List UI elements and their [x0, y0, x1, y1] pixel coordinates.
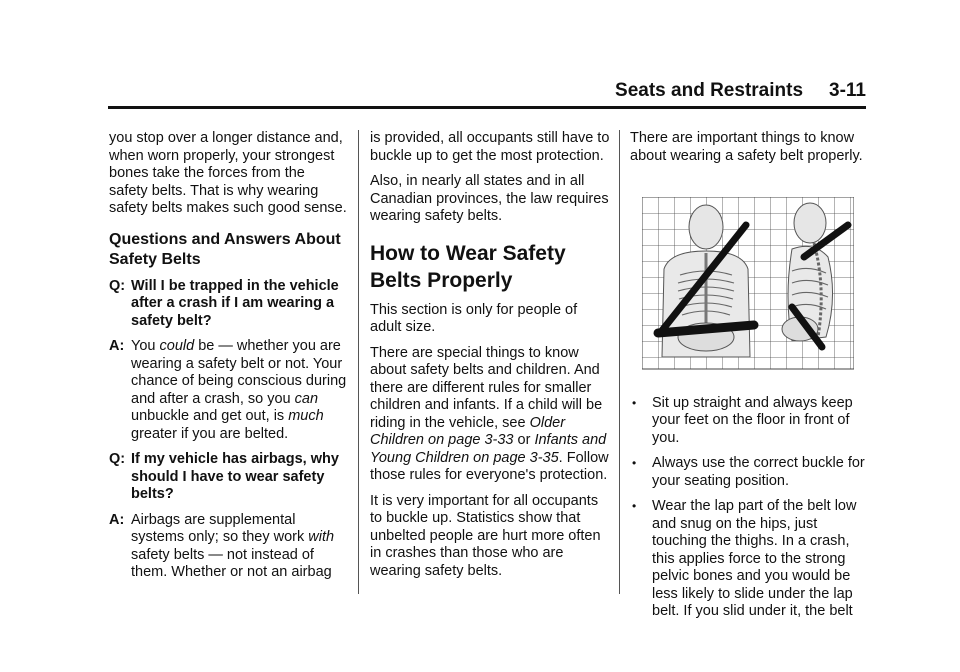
answer-text: be — whether you are wearing a safety belt or not. Your chance of being conscious during and after a crash, so you: [131, 338, 347, 407]
answer-text: Airbags are supplemental systems only; so they work: [131, 511, 309, 545]
paragraph: Also, in nearly all states and in all Canadian provinces, the law requires wearing safety belts.: [370, 173, 609, 224]
cross-reference-link[interactable]: Older Children on page 3-33: [370, 414, 566, 448]
cross-reference-link[interactable]: Infants and Young Children on page 3-35: [370, 432, 607, 466]
answer-1: [109, 338, 347, 443]
text: or: [513, 432, 535, 448]
running-header: [108, 80, 866, 106]
column-divider: [619, 130, 620, 594]
safety-belt-skeleton-illustration: [642, 197, 854, 375]
question-label: Q:: [109, 277, 126, 294]
bullet-text: Always use the correct buckle for your seating position.: [652, 455, 865, 489]
emphasis: can: [294, 390, 319, 407]
emphasis: much: [288, 408, 324, 424]
paragraph: There are important things to know about wearing a safety belt properly.: [630, 130, 863, 164]
answer-label: A:: [109, 511, 125, 528]
paragraph: This section is only for people of adult size.: [370, 301, 578, 335]
paragraph: you stop over a longer distance and, when worn properly, your strongest bones take the forces from the safety belts. That is why wearing safety belts makes such good sense.: [109, 130, 347, 216]
header-rule: [108, 106, 866, 109]
section-heading: How to Wear Safety Belts Properly: [370, 241, 566, 292]
bullet-text: Wear the lap part of the belt low and snug on the hips, just touching the thighs. In a crash, this applies force to the strong pelvic bones and you would be less likely to slide under the lap belt. If you slid under it, the belt: [652, 498, 857, 619]
header-text: [615, 80, 866, 102]
answer-2: [109, 512, 347, 582]
section-title: Seats and Restraints: [615, 80, 804, 101]
paragraph: It is very important for all occupants to buckle up. Statistics show that unbelted people are hurt more often in crashes than those who are wearing safety belts.: [370, 492, 601, 579]
bullet-marker: •: [632, 395, 637, 410]
paragraph: is provided, all occupants still have to buckle up to get the most protection.: [370, 130, 610, 164]
bullet-text: Sit up straight and always keep your feet on the floor in front of you.: [652, 394, 853, 446]
question-1: [109, 278, 347, 331]
answer-label: A:: [109, 338, 125, 354]
bullet-item: [630, 395, 866, 448]
answer-text: greater if you are belted.: [131, 425, 289, 442]
page-number: 3-11: [829, 80, 866, 101]
column-3: [630, 130, 866, 629]
emphasis: with: [308, 529, 335, 545]
answer-text: unbuckle and get out, is: [131, 408, 289, 424]
question-label: Q:: [109, 451, 126, 467]
text: There are special things to know about safety belts and children. And there are different rules for smaller children and infants. If a child will be riding in the vehicle, see: [370, 344, 603, 431]
paragraph: [370, 345, 610, 485]
text: . Follow those rules for everyone's protection.: [370, 449, 609, 483]
bullet-item: [630, 455, 866, 490]
bullet-item: [630, 498, 866, 621]
column-divider: [358, 130, 359, 594]
answer-text: safety belts — not instead of them. Whether or not an airbag: [131, 546, 332, 580]
answer-text: You: [131, 338, 160, 354]
section-heading: Questions and Answers About Safety Belts: [109, 230, 341, 268]
question-text: Will I be trapped in the vehicle after a crash if I am wearing a safety belt?: [131, 277, 339, 329]
bullet-marker: •: [632, 499, 637, 513]
column-1: [109, 130, 347, 590]
bullet-marker: •: [632, 456, 637, 470]
column-2: [370, 130, 610, 588]
question-text: If my vehicle has airbags, why should I have to wear safety belts?: [131, 451, 339, 502]
question-2: [109, 451, 347, 504]
emphasis: could: [159, 338, 195, 354]
